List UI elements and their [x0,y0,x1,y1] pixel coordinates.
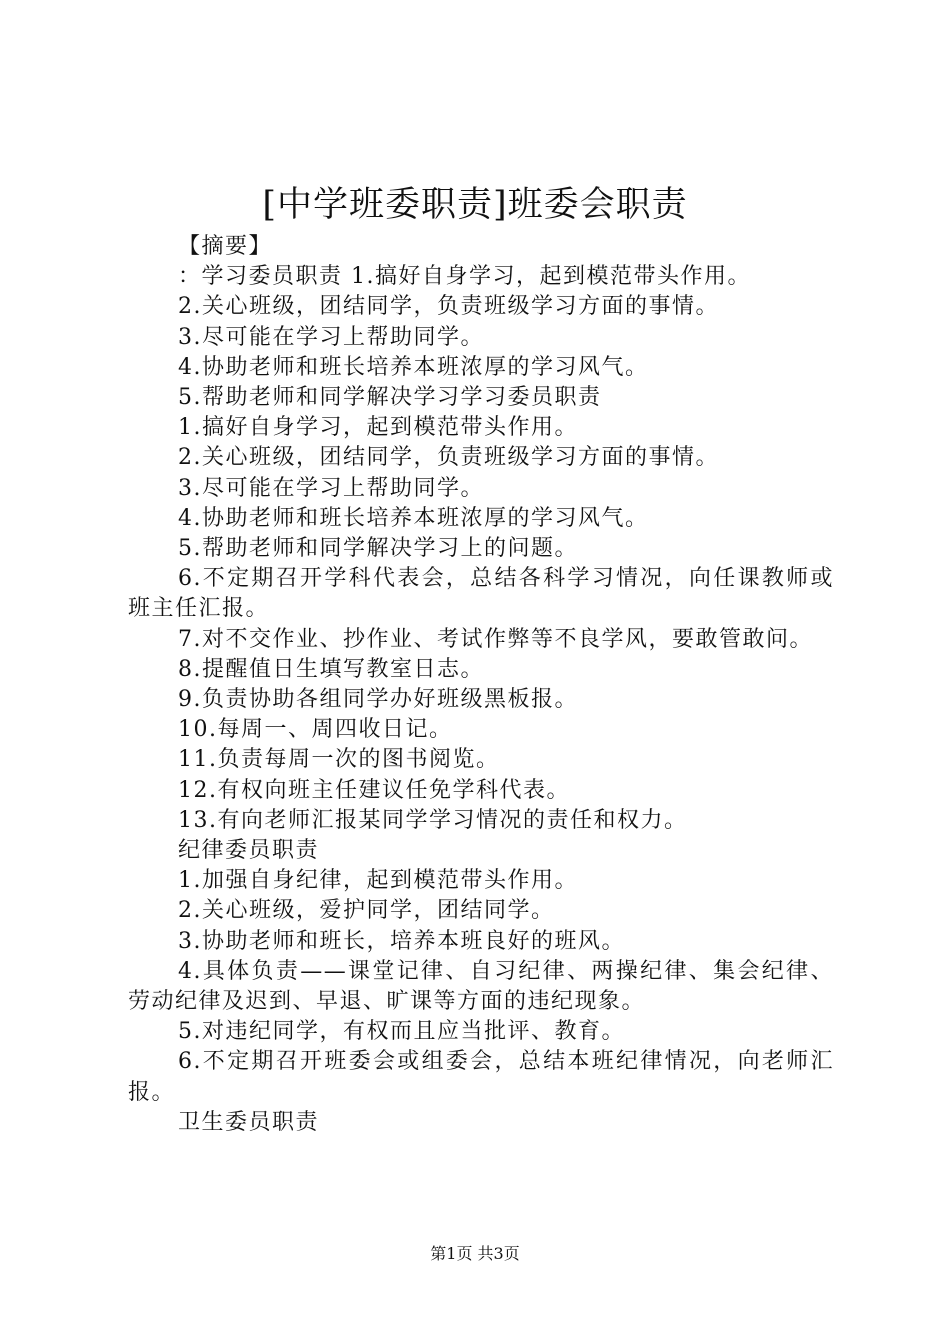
paragraph: 【摘要】 [178,234,273,259]
paragraph: 1.加强自身纪律，起到模范带头作用。 [178,868,578,894]
paragraph: 3.协助老师和班长，培养本班良好的班风。 [178,928,625,954]
paragraph: 10.每周一、周四收日记。 [178,717,453,743]
paragraph: 7.对不交作业、抄作业、考试作弊等不良学风，要敢管敢问。 [178,626,813,652]
page-footer: 第1页 共3页 [430,1244,520,1263]
section-heading: 卫生委员职责 [178,1109,320,1135]
paragraph: 9.负责协助各组同学办好班级黑板报。 [178,687,578,713]
paragraph: 13.有向老师汇报某同学学习情况的责任和权力。 [178,807,688,833]
paragraph: 2.关心班级，爱护同学，团结同学。 [178,898,555,924]
document-body [128,232,834,1138]
paragraph: ：学习委员职责 1.搞好自身学习，起到模范带头作用。 [178,264,751,290]
paragraph: 6.不定期召开班委会或组委会，总结本班纪律情况，向老师汇报。 [128,1049,834,1105]
paragraph: 4.协助老师和班长培养本班浓厚的学习风气。 [178,505,649,531]
paragraph: 11.负责每周一次的图书阅览。 [178,747,500,773]
paragraph: 3.尽可能在学习上帮助同学。 [178,324,484,350]
document-title: [中学班委职责]班委会职责 [262,185,688,225]
paragraph: 1.搞好自身学习，起到模范带头作用。 [178,415,578,441]
section-heading: 纪律委员职责 [178,838,320,864]
paragraph: 4.协助老师和班长培养本班浓厚的学习风气。 [178,354,649,380]
paragraph: 6.不定期召开学科代表会，总结各科学习情况，向任课教师或班主任汇报。 [128,566,834,622]
paragraph: 4.具体负责——课堂记律、自习纪律、两操纪律、集会纪律、劳动纪律及迟到、早退、旷课等方面的违纪现象。 [128,958,834,1015]
paragraph: 2.关心班级，团结同学，负责班级学习方面的事情。 [178,445,719,471]
paragraph: 5.帮助老师和同学解决学习学习委员职责 [178,385,602,411]
paragraph: 5.帮助老师和同学解决学习上的问题。 [178,536,578,562]
paragraph: 8.提醒值日生填写教室日志。 [178,656,484,682]
paragraph: 3.尽可能在学习上帮助同学。 [178,475,484,501]
paragraph: 2.关心班级，团结同学，负责班级学习方面的事情。 [178,294,719,320]
paragraph: 12.有权向班主任建议任免学科代表。 [178,777,570,803]
paragraph: 5.对违纪同学，有权而且应当批评、教育。 [178,1019,625,1045]
